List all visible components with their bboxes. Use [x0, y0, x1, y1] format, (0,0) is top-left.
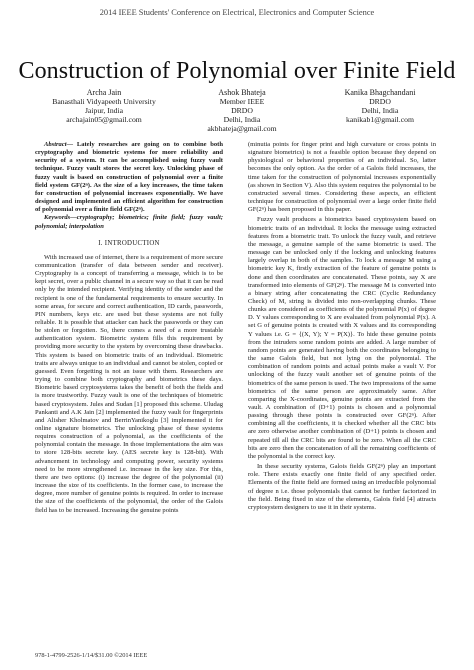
author-email: archajain05@gmail.com — [66, 115, 142, 125]
author-location: Delhi, India — [361, 106, 399, 116]
author-3 — [318, 88, 442, 124]
abstract-label: Abstract— — [44, 141, 74, 148]
author-1 — [42, 88, 166, 124]
body-paragraph: With increased use of internet, there is a requirement of more secure communication (transfer of data between sender and receiver). Cryptography is a concept of transferring a message, which is to be kept secret, over a public channel in a secure way so that it can be read only by the intended recipient. Verifying identity of the sender and the recipient is one of the fundamental requirements to ensure security. In some areas, for secure and correct authentication, ID cards, passwords, PIN numbers, keys etc. are used but these systems are not fully reliable. It is possible that attacker can hack the passwords or they can be stolen or forgotten. So, there comes a need of a more trustable authentication system. Biometric system fills this requirement by providing more security to the system by overcoming these drawbacks. This system is based on biometric traits of an individual. Biometric traits are always unique to an individual and cannot be stolen, copied or guessed. Even forgetting is not an issue with them. Researchers are trying to combine both cryptography and biometrics these days. Biometric based cryptosystems takes the benefit of both the fields and is more trustworthy. Fuzzy vault is one of the techniques of biometric based cryptosystem. Jules and Sudan [1] proposed this scheme. Uludag Pankanti and A.K Jain [2] implemented the fuzzy vault for fingerprints and Alisher Kholmatov and BerrinYanikoglu [3] implemented it for online signature biometrics. The unlocking phase of these systems requires construction of a polynomial, as the coefficients of the polynomial contain the message. In those implementations the aim was to store 128-bits secrete key. (AES secrete key is 128-bit). With advancement in technology and computing power, security systems need to be more strengthened i.e. increase in the key size. For this, there are two options: (i) increase the degree of the polynomial (ii) increase the size of its coefficients. In the former case, to increase the degree, more number of genuine points is required. In order to increase the size of the coefficients of the polynomial, the order of the Galois field has to be increased. Increasing the genuine points — [35, 253, 223, 514]
author-email: akbhateja@gmail.com — [207, 124, 277, 134]
abstract — [35, 141, 223, 214]
paper-title: Construction of Polynomial over Finite Field — [18, 58, 456, 84]
author-affiliation: DRDO — [369, 97, 391, 107]
copyright-footer: 978-1-4799-2526-1/14/$31.00 ©2014 IEEE — [35, 652, 148, 659]
author-2 — [182, 88, 302, 133]
left-column — [35, 141, 223, 646]
section-heading: I. INTRODUCTION — [98, 239, 160, 247]
author-affiliation: Banasthali Vidyapeeth University — [52, 97, 156, 107]
author-affiliation: DRDO — [231, 106, 253, 116]
conference-header: 2014 IEEE Students' Conference on Electrical, Electronics and Computer Science — [99, 8, 375, 17]
author-name: Kanika Bhagchandani — [344, 88, 416, 97]
author-name: Archa Jain — [86, 88, 122, 97]
body-paragraph: (minutia points for finger print and high curvature or cross points in signature biometrics) is not a feasible option because they depend on physiological or behavioral properties of an individual. So, latter becomes the only option. As the order of a Galois field increases, the time taken for the construction of polynomial increases exponentially (as shown in Section V). Also this system requires the polynomial to be constructed several times. Considering these aspects, an efficient technique for construction of polynomial over a large order finite field GF(2ⁿ) has been proposed in this paper. — [248, 141, 436, 214]
author-location: Jaipur, India — [84, 106, 124, 116]
author-email: kanikab1@gmail.com — [346, 115, 414, 125]
body-paragraph: In these security systems, Galois fields GF(2ⁿ) play an important role. There exists exactly one finite field of any specified order. Elements of the finite field are formed using an irreducible polynomial of degree n i.e. those polynomials that cannot be further factorized in the field. Being fixed in size of the elements, Galois field [4] attracts cryptosystem designers to use it in their systems. — [248, 463, 436, 511]
author-location: Delhi, India — [223, 115, 261, 125]
abstract-text: Lately researches are going on to combine both cryptography and biometric systems for more reliability and security of a system. It can be accomplished using fuzzy vault technique. Fuzzy vault stores the secret key. Unlocking phase of fuzzy vault is based on construction of polynomial over a finite field system GF(2ⁿ). As the size of a key increases, the time taken for construction of polynomial increases exponentially. We have designed and implemented an efficient algorithm for construction of polynomial over a finite field GF(2ⁿ). — [35, 141, 223, 214]
right-column — [248, 141, 436, 646]
body-paragraph: Fuzzy vault produces a biometrics based cryptosystem based on biometric traits of an individual. It locks the message using extracted features from a biometric trait. To unlock the fuzzy vault, and retrieve the message, a genuine sample of the same biometric is used. The message can be unlocked only if the locking and unlocking features largely overlap in both of the samples. To lock a message M using a biometric key K, firstly extraction of the feature of genuine points is done and then coordinates are concatenated. These points, say X are transformed into elements of GF(2ⁿ). The message M is converted into a binary string after concatenating the CRC (Cyclic Redundancy Check) of M, string is divided into non-overlapping chunks. These chunks are considered as coefficients of the polynomial P(x) of degree D. Y values corresponding to X are evaluated from polynomial P(x). A set G of genuine points is created with X values and its corresponding Y values i.e. G = {(X, Y); Y = P(X)}. To hide these genuine points from the intruders some random points are added. A large number of random points are generated having both the coordinates belonging to the same Galois field, but not lying on the polynomial. The combination of random points and actual points make a vault V. For unlocking of the fuzzy vault another set of genuine points of the biometrics of the same person is used. The two impressions of the same biometrics of the same person are approximately same. After comparing the X-coordinates, genuine points are extracted from the vault. A combination of (D+1) points is chosen and a polynomial passing through these points is constructed over GF(2ⁿ). After combining all the coefficients, it is checked whether all the CRC bits are zero otherwise another combination of (D+1) points is chosen and repeated till all the CRC bits are found to be zero. When all the CRC bits are zero then the concatenation of all the remaining coefficients of the polynomial is the correct key. — [248, 216, 436, 460]
author-affiliation: Member IEEE — [219, 97, 265, 107]
keywords — [35, 214, 223, 230]
keywords-text: cryptography; biometrics; finite field; fuzzy vault; polynomial; interpolation — [35, 214, 223, 230]
author-name: Ashok Bhateja — [218, 88, 266, 97]
keywords-label: Keywords— — [44, 214, 77, 222]
